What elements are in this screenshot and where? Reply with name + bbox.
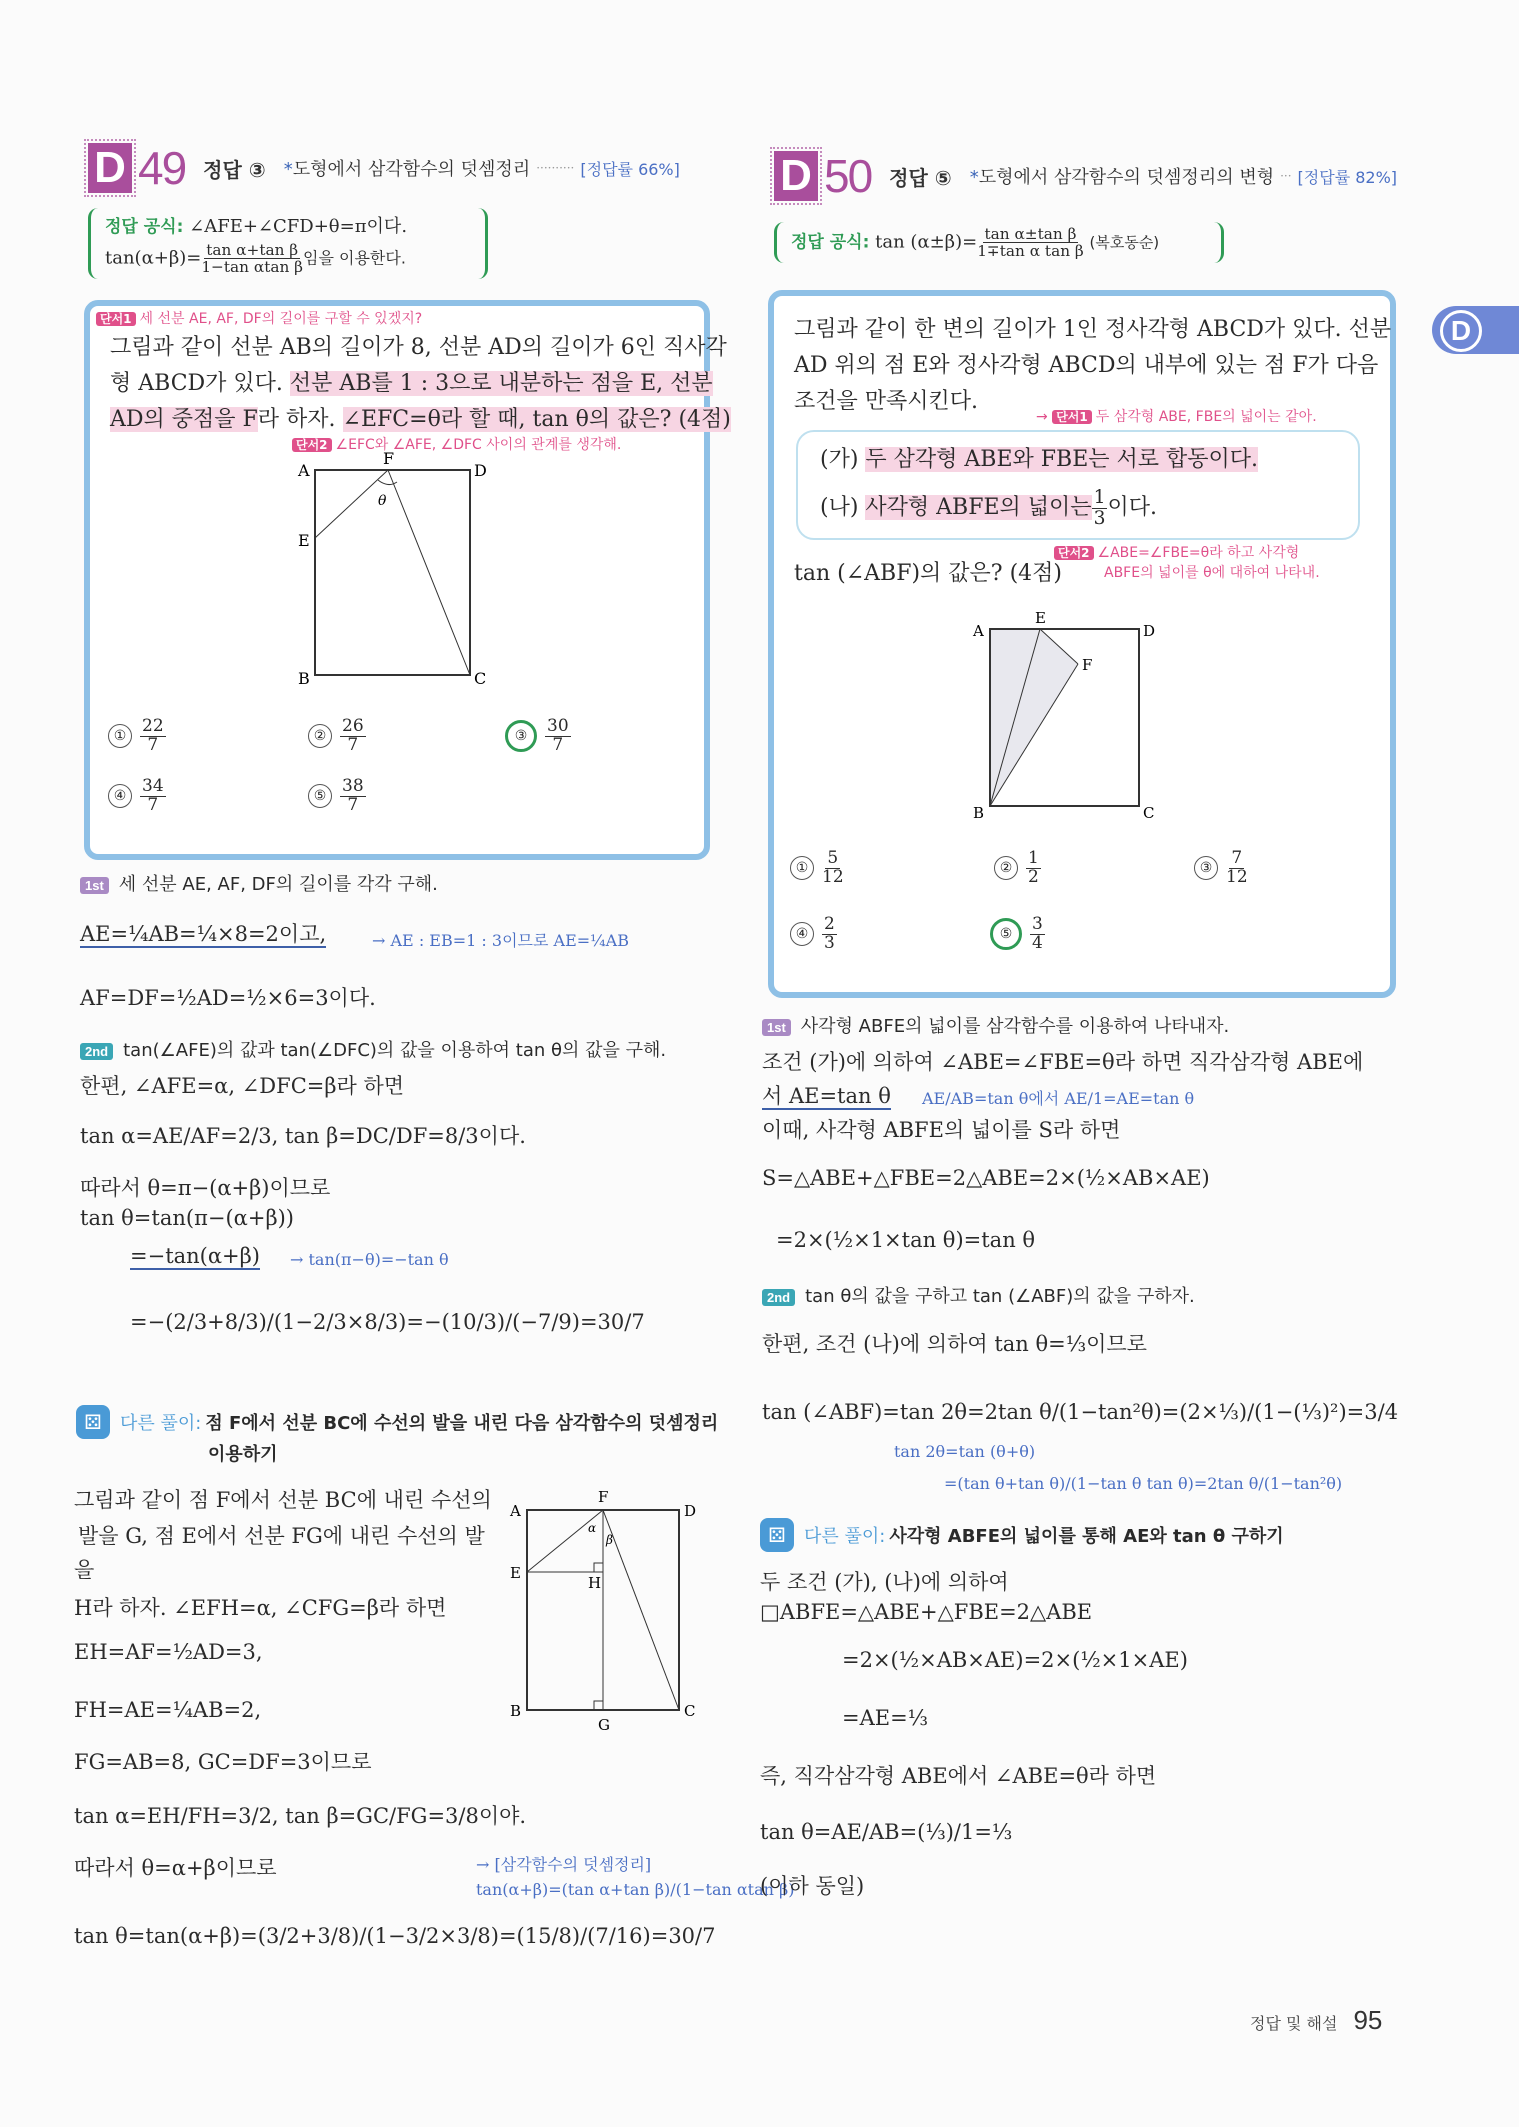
section-letter: D — [1440, 310, 1482, 352]
d49-figure — [290, 450, 510, 690]
svg-text:A: A — [510, 1502, 521, 1520]
d49-step1-note: → AE : EB=1 : 3이므로 AE=¼AB — [372, 931, 629, 950]
d50-step2-note2: =(tan θ+tan θ)/(1−tan θ tan θ)=2tan θ/(1−tan²θ) — [944, 1474, 1343, 1493]
svg-text:β: β — [606, 1533, 613, 1547]
d50-alt-line3: =2×(½×AB×AE)=2×(½×1×AE) — [842, 1648, 1188, 1672]
svg-text:θ: θ — [378, 493, 387, 509]
dice-icon: ⚄ — [76, 1405, 110, 1439]
d49-alt-line3: 을 — [74, 1558, 95, 1582]
d49-alt-note-formula: tan(α+β)=(tan α+tan β)/(1−tan αtan β) — [476, 1880, 795, 1899]
d49-choice-3-selected[interactable]: ③ $\frac{30}{7}$ — [505, 718, 571, 755]
d49-rate: [정답률 66%] — [580, 159, 680, 179]
d50-choice-3[interactable]: ③ $\frac{7}{12}$ — [1194, 850, 1248, 887]
d50-step2-heading: 2nd tan θ의 값을 구하고 tan (∠ABF)의 값을 구하자. — [762, 1282, 1195, 1308]
d49-step2-heading: 2nd tan(∠AFE)의 값과 tan(∠DFC)의 값을 이용하여 tan θ의 값을 구해. — [80, 1036, 666, 1062]
d49-problem-line3: AD의 중점을 F라 하자. ∠EFC=θ라 할 때, tan θ의 값은? (4점) — [110, 407, 731, 432]
leader-dots: ··· — [1280, 169, 1292, 183]
d50-hint2: 단서2 ∠ABE=∠FBE=θ라 하고 사각형 ABFE의 넓이를 θ에 대하여 나타내. — [1054, 544, 1320, 583]
svg-text:α: α — [588, 1521, 597, 1535]
svg-text:C: C — [474, 669, 487, 688]
d49-alt-line8: tan α=EH/FH=3/2, tan β=GC/FG=3/8이야. — [74, 1804, 527, 1828]
d50-alt-line4: =AE=⅓ — [842, 1706, 929, 1730]
d50-choice-4[interactable]: ④ $\frac{2}{3}$ — [790, 916, 837, 953]
svg-text:E: E — [1035, 609, 1046, 627]
d49-problem-line2: 형 ABCD가 있다. 선분 AB를 1 : 3으로 내분하는 점을 E, 선분 — [110, 371, 713, 396]
d50-answer: 정답 ⑤ — [889, 165, 952, 190]
d49-step2-line4: tan θ=tan(π−(α+β)) — [80, 1206, 294, 1230]
svg-text:E: E — [510, 1564, 521, 1582]
d49-choice-5[interactable]: ⑤ $\frac{38}{7}$ — [308, 778, 366, 815]
page-number: 95 — [1353, 2005, 1383, 2035]
d50-step1-note: AE/AB=tan θ에서 AE/1=AE=tan θ — [922, 1089, 1195, 1108]
d49-step1-heading: 1st 세 선분 AE, AF, DF의 길이를 각각 구해. — [80, 870, 438, 896]
d49-step1-eq2: AF=DF=½AD=½×6=3이다. — [80, 986, 376, 1010]
svg-text:D: D — [474, 461, 487, 480]
svg-text:D: D — [684, 1502, 697, 1520]
d49-step2-line1: 한편, ∠AFE=α, ∠DFC=β라 하면 — [80, 1074, 405, 1098]
svg-text:B: B — [510, 1702, 522, 1720]
d49-alt-line6: FH=AE=¼AB=2, — [74, 1698, 262, 1722]
svg-text:C: C — [1143, 804, 1155, 822]
d50-step2-line2: tan (∠ABF)=tan 2θ=2tan θ/(1−tan²θ)=(2×⅓)/(1−(⅓)²)=3/4 — [762, 1400, 1399, 1424]
d50-formula: 정답 공식: tan (α±β)= $\frac{\text{tan α±tan β}}{\text{1∓tan α tan β}}$ (복호동순) — [774, 222, 1224, 263]
d50-rate: [정답률 82%] — [1297, 167, 1398, 187]
d50-hint1: → 단서1 두 삼각형 ABE, FBE의 넓이는 같아. — [1036, 409, 1317, 425]
svg-text:F: F — [383, 450, 395, 468]
d50-step2-note1: tan 2θ=tan (θ+θ) — [894, 1442, 1036, 1461]
d49-choice-2[interactable]: ② $\frac{26}{7}$ — [308, 718, 366, 755]
d49-alt-line10: tan θ=tan(α+β)=(3/2+3/8)/(1−3/2×3/8)=(15/8)/(7/16)=30/7 — [74, 1924, 716, 1948]
d50-choice-1[interactable]: ① $\frac{5}{12}$ — [790, 850, 844, 887]
dice-icon: ⚄ — [760, 1518, 794, 1552]
d50-step1-line2: 서 AE=tan θ — [762, 1084, 891, 1108]
d50-condition-2: (나) 사각형 ABFE의 넓이는 $\frac{1}{3}$ 이다. — [820, 487, 1157, 529]
svg-text:G: G — [598, 1716, 610, 1734]
d49-header — [88, 140, 680, 196]
d50-choice-5-selected[interactable]: ⑤ $\frac{3}{4}$ — [990, 916, 1045, 953]
d50-step1-line3: 이때, 사각형 ABFE의 넓이를 S라 하면 — [762, 1118, 1121, 1142]
d50-figure — [960, 606, 1190, 826]
d49-badge: D — [88, 143, 132, 193]
d49-alt-line5: EH=AF=½AD=3, — [74, 1640, 263, 1664]
footer-label: 정답 및 해설 — [1250, 2014, 1338, 2033]
d49-number: 49 — [138, 142, 186, 194]
d50-condition-1: (가) 두 삼각형 ABE와 FBE는 서로 합동이다. — [820, 447, 1259, 472]
svg-text:F: F — [598, 1490, 609, 1506]
d49-alt-heading-cont: 이용하기 — [208, 1444, 278, 1465]
d50-problem-line2: AD 위의 점 E와 정사각형 ABCD의 내부에 있는 점 F가 다음 — [794, 353, 1379, 378]
d50-alt-line1: 두 조건 (가), (나)에 의하여 — [760, 1570, 1009, 1594]
d49-step2-line5: =−tan(α+β) — [130, 1244, 260, 1268]
d49-answer: 정답 ③ — [203, 157, 266, 182]
d50-problem-line3: 조건을 만족시킨다. — [794, 389, 979, 414]
d49-formula: 정답 공식: ∠AFE+∠CFD+θ=π이다. tan(α+β)= $\frac{\text{tan α+tan β}}{\text{1−tan αtan β}}$ 임을 이용한다. — [88, 208, 488, 279]
d49-hint1: 단서1 세 선분 AE, AF, DF의 길이를 구할 수 있겠지? — [96, 308, 422, 328]
d50-step2-line1: 한편, 조건 (나)에 의하여 tan θ=⅓이므로 — [762, 1332, 1147, 1356]
svg-text:B: B — [973, 804, 985, 822]
svg-text:F: F — [1082, 656, 1093, 674]
d50-alt-line7: (이하 동일) — [760, 1874, 865, 1898]
svg-text:C: C — [684, 1702, 696, 1720]
d49-step2-line2: tan α=AE/AF=2/3, tan β=DC/DF=8/3이다. — [80, 1124, 526, 1148]
d50-alt-line5: 즉, 직각삼각형 ABE에서 ∠ABE=θ라 하면 — [760, 1764, 1157, 1788]
d50-step1-heading: 1st 사각형 ABFE의 넓이를 삼각함수를 이용하여 나타내자. — [762, 1012, 1229, 1038]
svg-text:A: A — [298, 461, 310, 480]
d50-step1-line1: 조건 (가)에 의하여 ∠ABE=∠FBE=θ라 하면 직각삼각형 ABE에 — [762, 1050, 1364, 1074]
d50-step1-line4: S=△ABE+△FBE=2△ABE=2×(½×AB×AE) — [762, 1166, 1210, 1190]
d50-alt-line6: tan θ=AE/AB=(⅓)/1=⅓ — [760, 1820, 1013, 1844]
d49-alt-note-title: → [삼각함수의 덧셈정리] — [476, 1855, 652, 1874]
svg-text:H: H — [588, 1574, 602, 1592]
svg-text:A: A — [973, 622, 984, 640]
d49-alt-heading: ⚄ 다른 풀이: 점 F에서 선분 BC에 수선의 발을 내린 다음 삼각함수의 덧셈정리 — [76, 1405, 718, 1439]
d49-alt-line7: FG=AB=8, GC=DF=3이므로 — [74, 1750, 372, 1774]
svg-text:B: B — [298, 669, 310, 688]
d49-choice-1[interactable]: ① $\frac{22}{7}$ — [108, 718, 166, 755]
d50-header — [774, 148, 1397, 204]
d50-alt-heading: ⚄ 다른 풀이: 사각형 ABFE의 넓이를 통해 AE와 tan θ 구하기 — [760, 1518, 1284, 1552]
d49-alt-figure — [500, 1490, 710, 1740]
d50-problem-line1: 그림과 같이 한 변의 길이가 1인 정사각형 ABCD가 있다. 선분 — [794, 317, 1392, 342]
d49-step2-line6: =−(2/3+8/3)/(1−2/3×8/3)=−(10/3)/(−7/9)=30/7 — [130, 1310, 645, 1334]
d49-step2-note: → tan(π−θ)=−tan θ — [290, 1250, 449, 1269]
d49-alt-line2: 발을 G, 점 E에서 선분 FG에 내린 수선의 발 — [78, 1524, 485, 1548]
section-tab-d — [1432, 306, 1519, 354]
leader-dots: ·········· — [536, 161, 575, 175]
d49-hint2: 단서2 ∠EFC와 ∠AFE, ∠DFC 사이의 관계를 생각해. — [292, 434, 621, 454]
d50-alt-line2: □ABFE=△ABE+△FBE=2△ABE — [760, 1600, 1093, 1624]
d49-choice-4[interactable]: ④ $\frac{34}{7}$ — [108, 778, 166, 815]
d50-step1-line5: =2×(½×1×tan θ)=tan θ — [776, 1228, 1036, 1252]
d49-step2-line3: 따라서 θ=π−(α+β)이므로 — [80, 1176, 331, 1200]
d49-step1-eq1: AE=¼AB=¼×8=2이고, — [80, 922, 327, 946]
d50-topic: *도형에서 삼각함수의 덧셈정리의 변형 — [969, 167, 1275, 188]
d50-number: 50 — [824, 150, 872, 202]
d49-alt-line1: 그림과 같이 점 F에서 선분 BC에 내린 수선의 — [74, 1488, 492, 1512]
d49-problem-line1: 그림과 같이 선분 AB의 길이가 8, 선분 AD의 길이가 6인 직사각 — [110, 335, 727, 360]
d49-alt-line4: H라 하자. ∠EFH=α, ∠CFG=β라 하면 — [74, 1596, 447, 1620]
d49-alt-line9: 따라서 θ=α+β이므로 — [74, 1856, 277, 1880]
page-footer — [1250, 2005, 1382, 2036]
d50-badge: D — [774, 151, 818, 201]
d50-question: tan (∠ABF)의 값은? (4점) — [794, 561, 1062, 586]
d50-choice-2[interactable]: ② $\frac{1}{2}$ — [994, 850, 1041, 887]
d49-topic: *도형에서 삼각함수의 덧셈정리 — [283, 159, 531, 180]
svg-text:D: D — [1143, 622, 1156, 640]
svg-text:E: E — [298, 531, 310, 550]
